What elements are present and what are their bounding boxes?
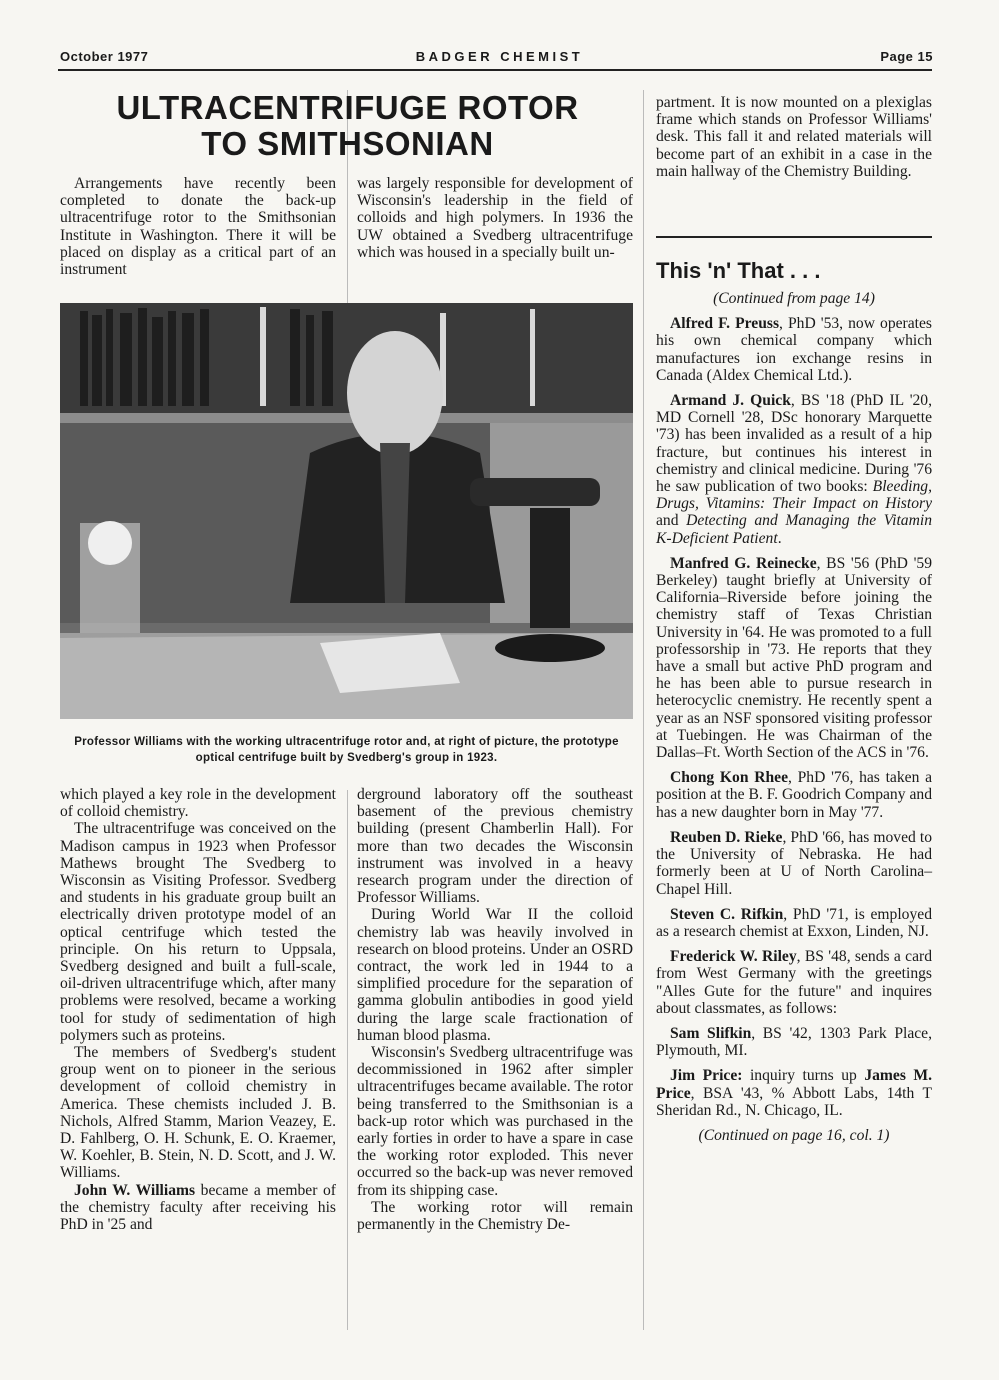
news-entry bbox=[656, 906, 932, 940]
person-name: Chong Kon Rhee bbox=[670, 769, 789, 787]
article-paragraph: Wisconsin's Svedberg ultracentrifuge was decommissioned in 1962 after simpler ultracentrifuges became available. The rotor being transferred to the Smithsonian is a back-up rotor which was purchased in the early forties in order to have a spare in case the working rotor exploded. This never occurred so the back-up was never removed from its shipping case. bbox=[357, 1044, 633, 1199]
entry-text: . bbox=[777, 529, 782, 547]
intro-right-column bbox=[357, 175, 633, 261]
entry-text: , BS '42, 1303 Park Place, Plymouth, MI. bbox=[656, 1024, 932, 1060]
article-column-2 bbox=[357, 786, 633, 1233]
article-paragraph: The ultracentrifuge was conceived on the Madison campus in 1923 when Professor Mathews brought The Svedberg to Wisconsin as Visiting Professor. Svedberg and students in his graduate group built an electrically driven prototype model of an optical centrifuge which tested the principle. On his return to Uppsala, Svedberg designed and built a full-scale, oil-driven ultracentrifuge which, after many problems were resolved, became a working tool for study of sedimentation of high polymers such as proteins. bbox=[60, 820, 336, 1044]
news-entry bbox=[656, 392, 932, 547]
intro-paragraph: was largely responsible for development of Wisconsin's leadership in the field of colloids and high polymers. In 1936 the UW obtained a Svedberg ultracentrifuge which was housed in a specially built un- bbox=[357, 175, 633, 261]
article-paragraph: The working rotor will remain permanently in the Chemistry De- bbox=[357, 1198, 633, 1234]
entry-text: and bbox=[656, 512, 687, 530]
article-paragraph: During World War II the colloid chemistry lab was heavily involved in research on blood proteins. Under an OSRD contract, the work led in 1944 to a simplified procedure for the separation of gamma globulin antibodies in good yield during the large scale fractionation of human blood plasma. bbox=[357, 906, 633, 1044]
article-title-line-1: ULTRACENTRIFUGE ROTOR bbox=[116, 89, 579, 126]
article-column-3 bbox=[656, 94, 932, 180]
paragraph-text: became a member of the chemistry faculty after receiving his PhD in '25 and bbox=[60, 1181, 336, 1234]
person-name: James M. Price bbox=[656, 1067, 933, 1102]
continued-from-note: (Continued from page 14) bbox=[713, 290, 875, 307]
article-paragraph bbox=[60, 1182, 336, 1234]
entry-text: , PhD '76, has taken a position at the B. F. Goodrich Company and has a new daughter born in May '77. bbox=[656, 769, 933, 821]
section-title: This 'n' That . . . bbox=[656, 258, 821, 283]
entry-text: , PhD '66, has moved to the University of Nebraska. He had formerly been at U of North Carolina–Chapel Hill. bbox=[656, 828, 933, 898]
intro-paragraph: Arrangements have recently been completed to donate the back-up ultracentrifuge rotor to the Smithsonian Institute in Washington. There it will be placed on display as a critical part of an instrument bbox=[60, 175, 336, 279]
person-name: Manfred G. Reinecke bbox=[670, 554, 817, 572]
article-title-line-2: TO SMITHSONIAN bbox=[201, 125, 494, 162]
entry-text: , BSA '43, % Abbott Labs, 14th T Sheridan Rd., N. Chicago, IL. bbox=[656, 1084, 932, 1119]
person-name: Alfred F. Preuss bbox=[670, 315, 780, 333]
professor-williams-photo bbox=[60, 303, 633, 719]
entry-text: , BS '18 (PhD IL '20, MD Cornell '28, DSc honorary Marquette '73) has been invalided as a result of a hip fracture, but continues his interest in chemistry and clinical medicine. During '76 he saw publication of two books: bbox=[656, 392, 932, 496]
news-entry bbox=[656, 315, 932, 384]
article-paragraph: which played a key role in the development of colloid chemistry. bbox=[60, 786, 336, 821]
intro-left-column bbox=[60, 175, 336, 278]
column-divider bbox=[347, 790, 348, 1330]
news-entry bbox=[656, 1067, 932, 1119]
book-title: Detecting and Managing the Vitamin K-Deficient Patient bbox=[656, 512, 932, 547]
photo-caption: Professor Williams with the working ultracentrifuge rotor and, at right of picture, the prototype optical centrifuge built by Svedberg's group in 1923. bbox=[74, 736, 619, 764]
issue-date: October 1977 bbox=[60, 49, 149, 64]
person-name: Steven C. Rifkin bbox=[670, 905, 784, 923]
entry-text: inquiry turns up bbox=[742, 1067, 865, 1085]
news-entry bbox=[656, 948, 932, 1017]
column-divider bbox=[643, 90, 644, 1330]
book-title: Bleeding, Drugs, Vitamins: Their Impact on History bbox=[656, 478, 932, 513]
person-name: John W. Williams bbox=[74, 1181, 196, 1199]
person-name: Armand J. Quick bbox=[670, 392, 791, 410]
publication-name: BADGER CHEMIST bbox=[415, 49, 584, 64]
person-name: Reuben D. Rieke bbox=[670, 828, 783, 846]
article-paragraph: partment. It is now mounted on a plexiglas frame which stands on Professor Williams' desk. This fall it and related materials will become part of an exhibit in a case in the main hallway of the Chemistry Building. bbox=[656, 94, 932, 180]
page-number: Page 15 bbox=[880, 49, 933, 64]
person-name: Sam Slifkin bbox=[670, 1024, 752, 1042]
article-paragraph: derground laboratory off the southeast basement of the previous chemistry building (present Chamberlin Hall). For more than two decades the Wisconsin instrument was involved in a heavy research program under the direction of Professor Williams. bbox=[357, 786, 633, 907]
news-entry bbox=[656, 829, 932, 898]
article-photo bbox=[60, 303, 633, 719]
news-entry bbox=[656, 769, 932, 821]
entry-text: , PhD '71, is employed as a research chemist at Exxon, Linden, NJ. bbox=[656, 905, 932, 940]
article-paragraph: The members of Svedberg's student group went on to pioneer in the serious development of colloid chemistry in America. These chemists included J. B. Nichols, Alfred Stamm, Marion Veazey, E. D. Fahlberg, O. H. Schunk, E. O. Kraemer, W. Koehler, B. Stein, N. D. Scott, and J. W. Williams. bbox=[60, 1044, 336, 1182]
person-name: Frederick W. Riley bbox=[670, 948, 797, 966]
news-entry bbox=[656, 555, 932, 761]
entry-text: , PhD '53, now operates his own chemical company which manufactures ion exchange resins in Canada (Aldex Chemical Ltd.). bbox=[656, 315, 932, 384]
article-column-1 bbox=[60, 786, 336, 1233]
section-rule bbox=[656, 236, 932, 238]
continued-on-note: (Continued on page 16, col. 1) bbox=[698, 1126, 890, 1144]
entry-text: , BS '56 (PhD '59 Berkeley) taught briefly at University of California–Riverside before joining the chemistry staff of Texas Christian University in '64. He was promoted to a full professorship in '73. He reports that they have a small but active PhD program and he has been able to pursue research in heterocyclic cnemistry. He recently spent a year as an NSF sponsored visiting professor at Tuebingen. He was Chairman of the Dallas–Ft. Worth Section of the ACS in '76. bbox=[656, 554, 932, 762]
this-n-that-column bbox=[656, 290, 932, 1152]
header-rule bbox=[58, 69, 932, 71]
person-name: Jim Price: bbox=[670, 1067, 743, 1085]
news-entry bbox=[656, 1025, 932, 1059]
entry-text: , BS '48, sends a card from West Germany with the greetings "Alles Gute for the future" and inquires about classmates, as follows: bbox=[656, 948, 933, 1017]
